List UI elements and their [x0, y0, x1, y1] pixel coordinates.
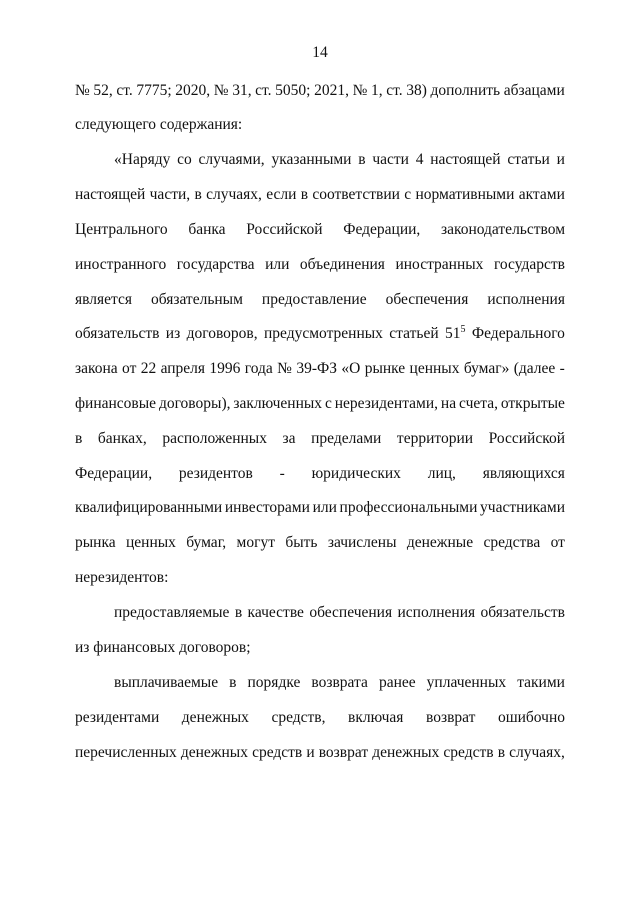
word: актами	[518, 186, 565, 203]
word: исполнения	[487, 291, 565, 308]
word: №	[277, 360, 292, 377]
word: расположенных	[162, 430, 267, 447]
word: 39-ФЗ	[296, 360, 338, 377]
word: №	[213, 82, 229, 99]
word: ценных	[409, 360, 460, 377]
text-line	[75, 744, 565, 762]
word: возврат	[425, 709, 476, 726]
word: ст.	[255, 82, 272, 99]
word: 4	[415, 151, 424, 168]
word: указанными	[271, 151, 352, 168]
text-line	[114, 674, 565, 692]
word: в	[75, 430, 83, 447]
word: обязательств	[75, 325, 160, 342]
text-line	[75, 430, 565, 448]
word: 5050;	[275, 82, 311, 99]
word: иностранных	[395, 256, 484, 273]
word: Центрального	[75, 221, 168, 238]
word: банка	[188, 221, 226, 238]
text-line: из финансовых договоров;	[75, 639, 251, 656]
word: случаях,	[509, 744, 565, 761]
word: №	[75, 82, 90, 99]
word: Федерации,	[75, 465, 153, 482]
word: 1996	[209, 360, 241, 377]
word: 7775;	[136, 82, 172, 99]
word: на	[440, 395, 457, 412]
word: участниками	[480, 499, 565, 516]
word: государств	[493, 256, 565, 273]
word: предусмотренных	[263, 325, 383, 342]
word: случаях,	[206, 186, 262, 203]
word: Федерального	[471, 325, 565, 342]
text-line	[75, 465, 565, 483]
word: открытые	[500, 395, 565, 412]
word: в	[229, 674, 237, 691]
word: случаями,	[198, 151, 265, 168]
text-line	[75, 291, 565, 309]
word: -	[279, 465, 285, 482]
word: является	[75, 291, 132, 308]
word: порядке	[247, 674, 301, 691]
word: предоставление	[261, 291, 367, 308]
word: средств,	[271, 709, 326, 726]
word: средства	[483, 534, 541, 551]
word: или	[312, 499, 337, 516]
word: финансовые	[75, 395, 157, 412]
word: от	[122, 360, 137, 377]
word: или	[265, 256, 290, 273]
word: денежных	[180, 744, 248, 761]
word: ст.	[386, 82, 403, 99]
word: банках,	[97, 430, 147, 447]
word: Федерации,	[343, 221, 421, 238]
word: -	[559, 360, 565, 377]
word: 52,	[93, 82, 113, 99]
word: нерезидентами,	[334, 395, 439, 412]
word: обеспечения	[309, 604, 393, 621]
word: средств	[252, 744, 303, 761]
text-line	[75, 256, 565, 274]
text-line	[114, 151, 565, 169]
word: ст.	[116, 82, 133, 99]
word: и	[556, 151, 565, 168]
word: резидентов	[178, 465, 253, 482]
word: закона	[75, 360, 118, 377]
page-number: 14	[312, 44, 328, 61]
word: зачислены	[327, 534, 397, 551]
word: «Наряду	[114, 151, 171, 168]
word: перечисленных	[75, 744, 177, 761]
word: инвесторами	[224, 499, 310, 516]
word: 22	[140, 360, 157, 377]
word: в	[497, 744, 506, 761]
word: могут	[236, 534, 275, 551]
word: Российской	[488, 430, 565, 447]
text-line	[75, 82, 565, 100]
word: нормативными	[415, 186, 515, 203]
word: ранее	[378, 674, 416, 691]
word: настоящей	[75, 186, 146, 203]
text-line	[75, 709, 565, 727]
word: профессиональными	[339, 499, 478, 516]
text-line	[75, 395, 565, 413]
text-line	[75, 360, 565, 378]
word: в	[234, 604, 243, 621]
word: Российской	[246, 221, 323, 238]
word: если	[266, 186, 297, 203]
word: быть	[285, 534, 318, 551]
word: заключенных	[233, 395, 323, 412]
word: части,	[149, 186, 191, 203]
word: обязательств	[480, 604, 565, 621]
word: пределами	[311, 430, 382, 447]
word: денежных	[372, 744, 440, 761]
word: из	[165, 325, 181, 342]
word: «О	[341, 360, 361, 377]
word: денежных	[181, 709, 249, 726]
word: законодательством	[440, 221, 565, 238]
word: качестве	[247, 604, 304, 621]
word: квалифицированными	[75, 499, 223, 516]
word: и	[306, 744, 315, 761]
word: включая	[348, 709, 404, 726]
word: в	[300, 186, 309, 203]
word: территории	[396, 430, 474, 447]
word: соответствии	[312, 186, 400, 203]
word: 1,	[370, 82, 383, 99]
word: 38)	[406, 82, 427, 99]
word: возврат	[318, 744, 369, 761]
word: предоставляемые	[114, 604, 230, 621]
word: возврата	[311, 674, 368, 691]
word: являющихся	[482, 465, 565, 482]
word: в	[194, 186, 202, 203]
text-line	[75, 221, 565, 239]
word: обеспечения	[385, 291, 469, 308]
word: апреля	[160, 360, 206, 377]
word: юридических	[311, 465, 401, 482]
word: (далее	[513, 360, 556, 377]
word: №	[352, 82, 368, 99]
word: абзацами	[503, 82, 565, 99]
word: исполнения	[397, 604, 476, 621]
text-line	[75, 534, 565, 552]
word: дополнить	[430, 82, 501, 99]
word: государства	[176, 256, 255, 273]
text-line	[75, 186, 565, 204]
text-line: следующего содержания:	[75, 116, 243, 133]
word: выплачиваемые	[114, 674, 219, 691]
word: такими	[517, 674, 565, 691]
word: договоров,	[186, 325, 258, 342]
word: уплаченных	[426, 674, 507, 691]
text-line: нерезидентов:	[75, 569, 169, 586]
word: объединения	[299, 256, 385, 273]
word: с	[404, 186, 412, 203]
word: договоры),	[158, 395, 231, 412]
text-line	[75, 325, 565, 343]
word: ошибочно	[497, 709, 565, 726]
word: иностранного	[75, 256, 167, 273]
word: бумаг,	[186, 534, 227, 551]
word: 31,	[232, 82, 252, 99]
word: счета,	[459, 395, 498, 412]
word: денежные	[406, 534, 474, 551]
word: 2021,	[314, 82, 349, 99]
word: от	[550, 534, 565, 551]
superscript: 5	[460, 324, 466, 335]
word: ценных	[125, 534, 176, 551]
word: года	[244, 360, 273, 377]
word: $51^5$	[445, 324, 466, 342]
word: резидентами	[75, 709, 160, 726]
word: со	[177, 151, 192, 168]
word: за	[282, 430, 296, 447]
text-line	[75, 499, 565, 517]
word: лиц,	[427, 465, 456, 482]
word: средств	[443, 744, 494, 761]
word: рынке	[364, 360, 406, 377]
text-line	[114, 604, 565, 622]
word: в	[358, 151, 366, 168]
word: настоящей	[430, 151, 501, 168]
word: с	[324, 395, 332, 412]
word: статьи	[507, 151, 550, 168]
word: обязательным	[150, 291, 243, 308]
word: 2020,	[175, 82, 211, 99]
word: бумаг»	[463, 360, 510, 377]
word: рынка	[75, 534, 116, 551]
word: статьей	[389, 325, 439, 342]
word: части	[372, 151, 409, 168]
